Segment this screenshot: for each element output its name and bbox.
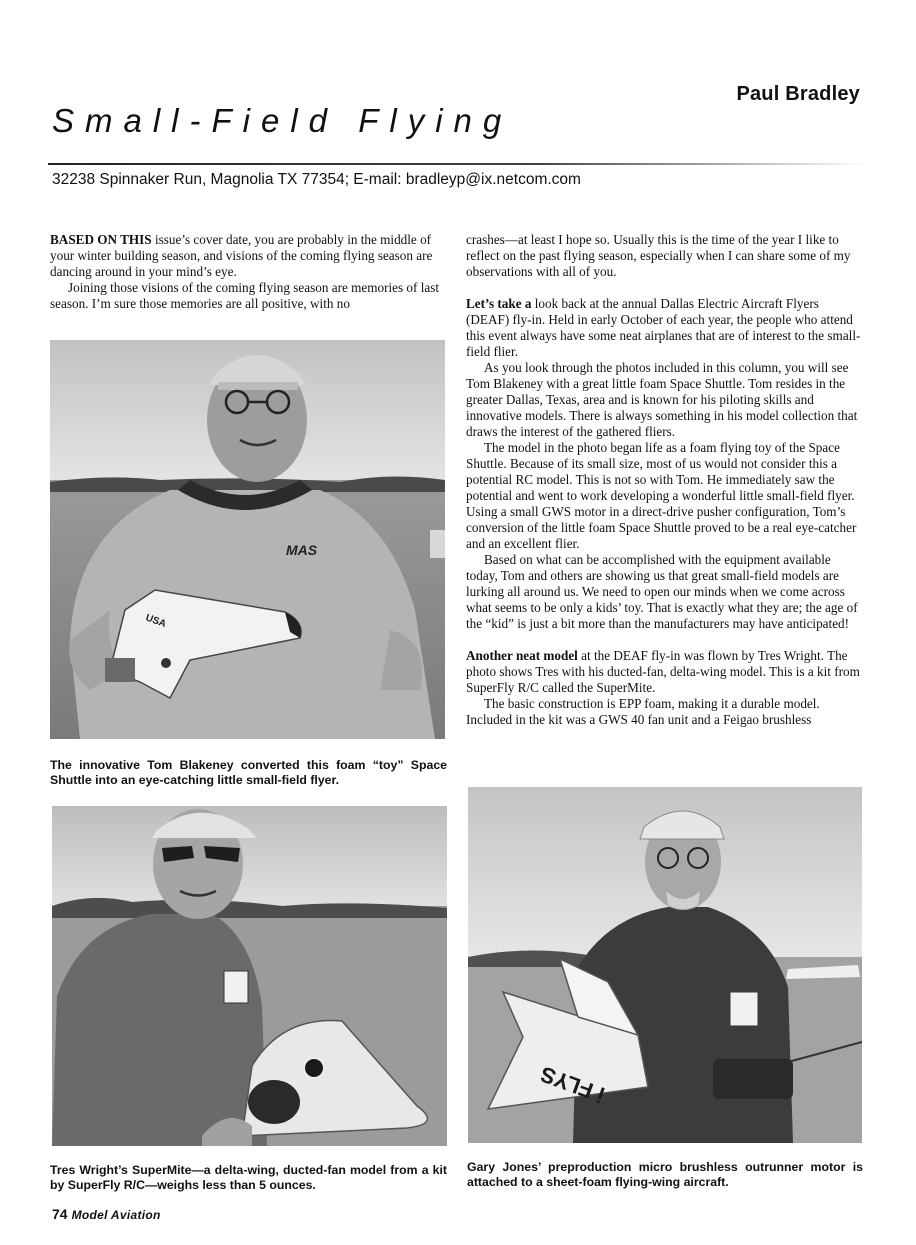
- right-paragraph-4: The model in the photo began life as a foam flying toy of the Space Shuttle. Because of its small size, most of us would not consider this a potential RC model. This is not so with Tom. He immediately saw the potential and went to work developing a wonderful little small-field flyer. Using a small GWS motor in a direct-drive pusher configuration, Tom’s conversion of the little foam Space Shuttle proved to be a real eye-catcher and an excellent flier.: [466, 440, 857, 551]
- page-number: 74: [52, 1206, 68, 1222]
- paragraph-text: issue’s cover date, you are probably in the middle of your winter building season, and visions of the coming flying season are dancing around in your mind’s eye.: [50, 232, 433, 279]
- paragraph-text: look back at the annual Dallas Electric Aircraft Flyers (DEAF) fly-in. Held in early October of each year, the people who attend this event always have some neat airplanes that are of interest to the small-field flier.: [466, 296, 861, 359]
- column-title: Small-Field Flying: [52, 102, 513, 139]
- photo-tom-blakeney: [50, 340, 445, 739]
- magazine-name: Model Aviation: [71, 1208, 161, 1222]
- author-address: 32238 Spinnaker Run, Magnolia TX 77354; E-mail: bradleyp@ix.netcom.com: [52, 171, 581, 188]
- photo-tres-wright: [52, 806, 447, 1146]
- left-column-text: [50, 232, 445, 312]
- photo-tres-image: [52, 806, 447, 1146]
- caption-gary-jones: Gary Jones’ preproduction micro brushless outrunner motor is attached to a sheet-foam flying-wing aircraft.: [467, 1160, 863, 1189]
- wing-lettering: i FLYS: [537, 1061, 608, 1108]
- right-paragraph-6: [466, 648, 862, 696]
- right-paragraph-1: crashes—at least I hope so. Usually this is the time of the year I like to reflect on the past flying season, especially when I can share some of my observations with all of you.: [466, 232, 851, 279]
- photo-gary-image: [468, 787, 862, 1143]
- shuttle-marking-text: USA: [143, 612, 168, 631]
- run-in-head: Let’s take a: [466, 296, 532, 311]
- page-folio: [52, 1206, 161, 1222]
- paragraph-text: at the DEAF fly-in was flown by Tres Wright. The photo shows Tres with his ducted-fan, delta-wing model. This is a kit from SuperFly R/C called the SuperMite.: [466, 648, 860, 695]
- right-paragraph-3: As you look through the photos included in this column, you will see Tom Blakeney with a great little foam Space Shuttle. Tom resides in the greater Dallas, Texas, area and is known for his piloting skills and innovative models. There is always something in his model collection that draws the interest of the gathered fliers.: [466, 360, 858, 439]
- right-column-text: [466, 232, 862, 728]
- caption-tres-wright: Tres Wright’s SuperMite—a delta-wing, ducted-fan model from a kit by SuperFly R/C—weighs less than 5 ounces.: [50, 1163, 447, 1192]
- right-paragraph-5: Based on what can be accomplished with the equipment available today, Tom and others are showing us that great small-field models are lurking all around us. We need to open our minds when we come across what seems to be only a kids’ toy. That is exactly what they are; the age of the “kid” is just a bit more than the manufacturers may have anticipated!: [466, 552, 858, 631]
- right-paragraph-2: [466, 296, 862, 360]
- run-in-head: BASED ON THIS: [50, 232, 152, 247]
- author-name: Paul Bradley: [736, 83, 860, 105]
- photo-tom-image: [50, 340, 445, 739]
- run-in-head: Another neat model: [466, 648, 578, 663]
- caption-tom-blakeney: The innovative Tom Blakeney converted this foam “toy” Space Shuttle into an eye-catching little small-field flyer.: [50, 758, 447, 787]
- left-paragraph-1: [50, 232, 445, 280]
- left-paragraph-2: Joining those visions of the coming flying season are memories of last season. I’m sure those memories are all positive, with no: [50, 280, 440, 311]
- right-paragraph-7: The basic construction is EPP foam, making it a durable model. Included in the kit was a GWS 40 fan unit and a Feigao brushless: [466, 696, 820, 727]
- photo-gary-jones: [468, 787, 862, 1143]
- shirt-logo-text: MAS: [286, 542, 318, 558]
- title-rule: [48, 163, 868, 165]
